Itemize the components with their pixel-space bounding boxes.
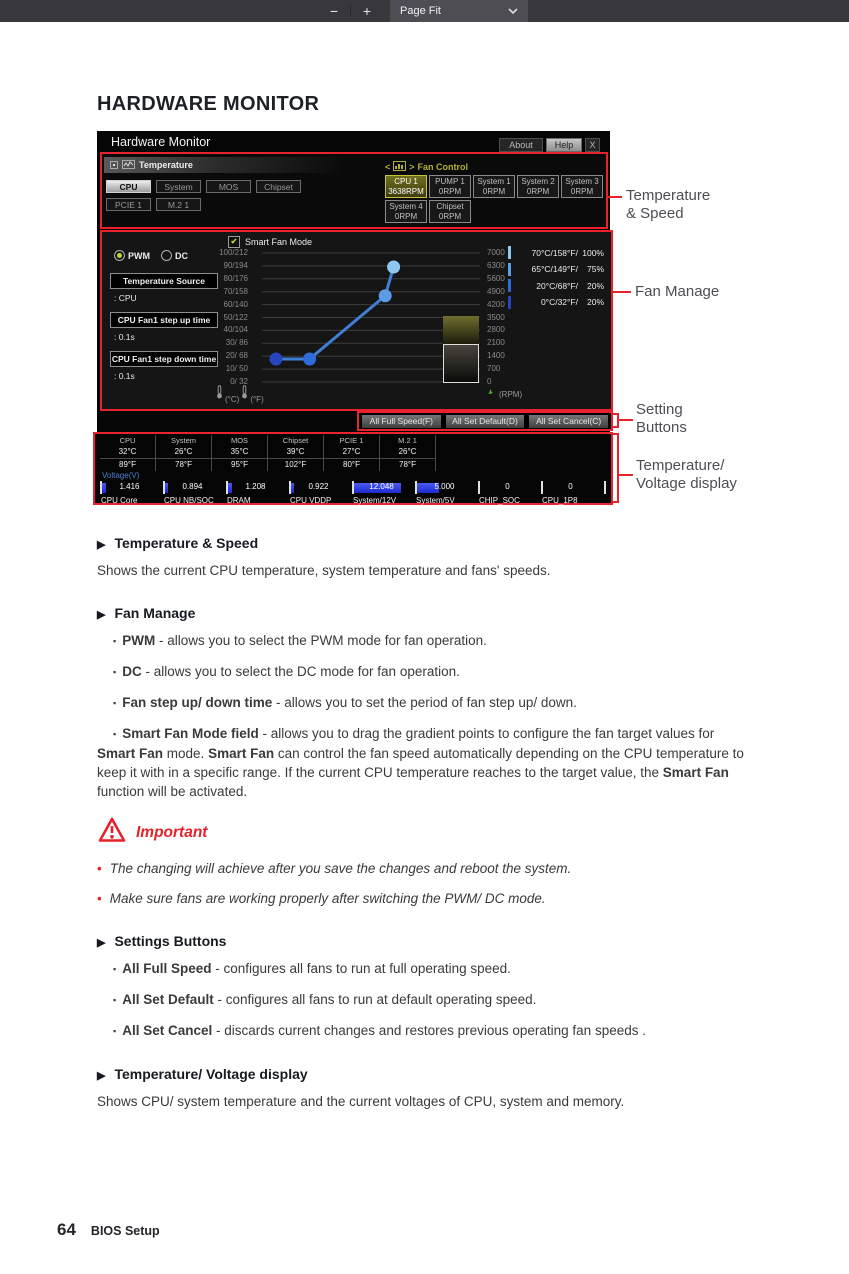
- legend-percent-value: 20%: [586, 280, 604, 291]
- bullet-square-icon: ▪: [113, 667, 117, 677]
- rpm-tick-label: 6300: [487, 260, 505, 270]
- temp-tick-label: 70/158: [223, 286, 248, 296]
- cpu-fan1-step-down-time-value: : 0.1s: [114, 371, 135, 381]
- temperature-readouts: [100, 435, 436, 471]
- thermometer-icon: [216, 385, 223, 404]
- legend-color-bar: [508, 246, 511, 259]
- radio-on-icon: [114, 250, 125, 261]
- legend-row: [508, 278, 604, 293]
- section-heading-temperature-speed: [97, 534, 745, 555]
- connector-line: [617, 433, 619, 503]
- rpm-tick-label: 4200: [487, 299, 505, 309]
- voltage-cell-system-12v: [352, 481, 415, 496]
- temp-tick-label: 30/ 86: [225, 338, 248, 348]
- rpm-bar-upper-segment: [443, 316, 479, 344]
- fan-rpm: 0RPM: [394, 211, 418, 221]
- voltage-value: 1.208: [245, 482, 266, 491]
- chevron-down-icon: [508, 8, 518, 14]
- rpm-tick-label: 2800: [487, 325, 505, 335]
- fan-control-label: Fan Control: [417, 162, 469, 172]
- legend-temp-label: 70°C/158°F/: [531, 247, 578, 258]
- window-box-icon: [110, 156, 118, 174]
- section-heading-settings-buttons: [97, 932, 745, 953]
- bullet-square-icon: ▪: [113, 729, 117, 739]
- annotation-temperature-speed: [626, 187, 710, 223]
- temp-fahrenheit-value: 89°F: [100, 458, 155, 471]
- fan-manage-section: [100, 230, 613, 411]
- rpm-tick-label: 1400: [487, 351, 505, 361]
- voltage-value: 0: [568, 482, 573, 491]
- voltage-value: 1.416: [119, 482, 140, 491]
- voltage-name: CPU Core: [101, 496, 138, 505]
- about-button[interactable]: About: [499, 138, 543, 152]
- footer-label: BIOS Setup: [90, 1224, 160, 1238]
- cpu-fan1-step-up-time-button[interactable]: CPU Fan1 step up time: [110, 312, 218, 328]
- thermometer-icon: [241, 385, 248, 404]
- next-arrow[interactable]: >: [409, 162, 415, 172]
- temp-cell-system: [156, 435, 212, 471]
- fan-name: System 3: [565, 177, 599, 186]
- temp-tick-label: 100/212: [219, 248, 248, 257]
- section-heading-text: Fan Manage: [114, 605, 196, 621]
- temp-cell-name: PCIE 1: [339, 436, 364, 445]
- rpm-tick-label: 0: [487, 377, 492, 386]
- temperature-speed-section: [100, 152, 608, 229]
- fan-rpm: 0RPM: [482, 186, 506, 196]
- rpm-tick-label: 3500: [487, 312, 505, 322]
- legend-color-bar: [508, 263, 511, 276]
- fan-chart-icon: [393, 161, 406, 173]
- legend-temp-label: 65°C/149°F/: [531, 264, 578, 274]
- bullet-square-icon: ▪: [113, 1026, 117, 1036]
- current-rpm-bar: [443, 316, 479, 383]
- temp-tick-label: 80/176: [223, 273, 248, 283]
- fan-name: CPU 1: [394, 177, 418, 186]
- temp-tab-system[interactable]: System: [156, 180, 201, 193]
- fan-button-system-3[interactable]: [561, 175, 603, 198]
- page-number: 64: [57, 1220, 76, 1239]
- bullet-square-icon: ▪: [113, 636, 117, 646]
- voltage-name: System/5V: [416, 496, 455, 505]
- rpm-tick-label: 2100: [487, 338, 505, 348]
- voltage-name: CHIP_SOC: [479, 496, 520, 505]
- bullet-paragraph: ▪ Fan step up/ down time - allows you to set the period of fan step up/ down.: [113, 695, 577, 710]
- temp-celsius-value: 26°C: [174, 447, 193, 456]
- fan-icon: [485, 385, 496, 403]
- section-heading-fan-manage: [97, 604, 745, 625]
- smart-fan-graph: [214, 232, 612, 413]
- section-heading-text: Temperature & Speed: [114, 535, 259, 551]
- heading-triangle-icon: ▶: [97, 539, 106, 551]
- temp-cell-chipset: [268, 435, 324, 471]
- fan-button-system-1[interactable]: [473, 175, 515, 198]
- annotation-line: Buttons: [636, 419, 687, 436]
- voltage-value: 0.894: [182, 482, 203, 491]
- annotation-line: Setting: [636, 401, 683, 418]
- voltage-names: [100, 496, 604, 505]
- temp-fahrenheit-value: 102°F: [268, 458, 323, 471]
- checkbox-checked-icon: ✔: [228, 236, 240, 248]
- voltage-cell-cpu-vddp: [289, 481, 352, 496]
- temp-fahrenheit-value: 78°F: [380, 458, 435, 471]
- fan-curve-point[interactable]: [303, 353, 316, 366]
- pwm-radio[interactable]: [114, 250, 150, 261]
- bullet-paragraph: ▪ All Full Speed - configures all fans to run at full operating speed.: [113, 961, 511, 976]
- all-full-speed-f-button[interactable]: All Full Speed(F): [362, 415, 441, 428]
- important-heading: [97, 816, 745, 849]
- legend-percent-value: 20%: [586, 297, 604, 307]
- temperature-source-button[interactable]: Temperature Source: [110, 273, 218, 289]
- temp-fahrenheit-value: 78°F: [156, 458, 211, 471]
- fan-curve-point[interactable]: [379, 289, 392, 302]
- fan-button-system-2[interactable]: [517, 175, 559, 198]
- annotation-line: & Speed: [626, 205, 684, 222]
- bullet-paragraph: ▪ DC - allows you to select the DC mode for fan operation.: [113, 664, 460, 679]
- rpm-tick-label: 700: [487, 364, 501, 374]
- temp-tick-label: 10/ 50: [225, 364, 248, 374]
- section-heading-temperature-voltage-display: [97, 1065, 745, 1086]
- annotation-setting-buttons: [636, 401, 687, 437]
- voltage-name: DRAM: [227, 496, 251, 505]
- voltage-value: 0.922: [308, 482, 329, 491]
- page-fit-label: Page Fit: [400, 5, 441, 17]
- voltage-cell-cpu-nb-soc: [163, 481, 226, 496]
- annotation-temperature-voltage: [636, 457, 737, 493]
- temp-cell-name: M.2 1: [398, 436, 417, 445]
- voltage-bars: [100, 481, 606, 496]
- rpm-bar-lower-segment: [443, 344, 479, 383]
- temp-cell-name: Chipset: [282, 436, 309, 445]
- connector-line: [619, 474, 633, 476]
- voltage-value: 5.000: [434, 482, 455, 491]
- heading-triangle-icon: ▶: [97, 609, 106, 621]
- temp-tab-pcie-1[interactable]: PCIE 1: [106, 198, 151, 211]
- voltage-label: Voltage(V): [102, 471, 140, 480]
- annotation-line: Temperature/: [636, 457, 725, 474]
- temp-fahrenheit-value: 80°F: [324, 458, 379, 471]
- zoom-in-button[interactable]: +: [362, 3, 372, 19]
- temp-tick-label: 40/104: [223, 325, 248, 335]
- temp-celsius-value: 27°C: [342, 447, 361, 456]
- bullet-dot: •: [97, 891, 102, 906]
- temp-tab-chipset[interactable]: Chipset: [256, 180, 301, 193]
- temp-cell-cpu: [100, 435, 156, 471]
- annotation-line: Voltage display: [636, 475, 737, 492]
- temp-tick-label: 20/ 68: [225, 351, 248, 361]
- heading-triangle-icon: ▶: [97, 937, 106, 949]
- fan-curve-point[interactable]: [387, 261, 400, 274]
- temp-fahrenheit-value: 95°F: [212, 458, 267, 471]
- voltage-tick: [604, 481, 606, 494]
- warning-icon: [97, 816, 127, 849]
- fan-rpm: 3638RPM: [388, 186, 424, 196]
- prev-arrow[interactable]: <: [385, 162, 391, 172]
- temp-tick-label: 0/ 32: [230, 377, 248, 386]
- bullet-paragraph: ▪ PWM - allows you to select the PWM mode for fan operation.: [113, 633, 487, 648]
- x-axis-units: [216, 385, 264, 404]
- body-paragraph: Shows CPU/ system temperature and the current voltages of CPU, system and memory.: [97, 1094, 625, 1109]
- temp-cell-m-2-1: [380, 435, 436, 471]
- legend-temp-label: 20°C/68°F/: [536, 280, 578, 291]
- section-heading-text: Settings Buttons: [114, 933, 227, 949]
- legend-color-bar: [508, 296, 511, 309]
- rpm-tick-label: 4900: [487, 286, 505, 296]
- voltage-name: System/12V: [353, 496, 397, 505]
- legend-temp-label: 0°C/32°F/: [540, 297, 578, 307]
- fahrenheit-unit-label: (°F): [250, 395, 264, 404]
- fan-name: System 2: [521, 177, 555, 186]
- page-fit-dropdown[interactable]: [390, 0, 528, 22]
- section-heading-text: Temperature/ Voltage display: [114, 1066, 308, 1082]
- temp-celsius-value: 26°C: [398, 447, 417, 456]
- voltage-cell-system-5v: [415, 481, 478, 496]
- dc-radio-label: DC: [175, 250, 188, 261]
- radio-off-icon: [161, 250, 172, 261]
- bullet-paragraph: ▪ All Set Default - configures all fans to run at default operating speed.: [113, 992, 537, 1007]
- temperature-panel-label: Temperature: [139, 160, 193, 170]
- temp-cell-name: CPU: [119, 436, 136, 445]
- fan-rpm: 0RPM: [438, 211, 462, 221]
- cpu-fan1-step-up-time-value: : 0.1s: [114, 332, 135, 342]
- fan-name: Chipset: [436, 202, 464, 211]
- temperature-graph-icon: [122, 156, 135, 174]
- y-axis-unit: [485, 385, 522, 403]
- temp-tab-m-2-1[interactable]: M.2 1: [156, 198, 201, 211]
- temp-tick-label: 90/194: [223, 260, 248, 270]
- page-footer: [57, 1220, 160, 1240]
- fan-rpm: 0RPM: [526, 186, 550, 196]
- voltage-name: CPU NB/SOC: [164, 496, 214, 505]
- fan-control-header: [385, 161, 468, 173]
- annotation-line: Fan Manage: [635, 283, 720, 300]
- voltage-value: 12.048: [369, 482, 394, 491]
- temp-celsius-value: 39°C: [286, 447, 305, 456]
- body-paragraph: Shows the current CPU temperature, system temperature and fans' speeds.: [97, 563, 551, 578]
- temp-tick-label: 60/140: [223, 299, 248, 309]
- important-bullet: • The changing will achieve after you save the changes and reboot the system.: [97, 861, 572, 876]
- connector-line: [613, 291, 631, 293]
- legend-percent-value: 100%: [582, 247, 604, 258]
- fan-button-chipset[interactable]: [429, 200, 471, 223]
- all-set-default-d-button[interactable]: All Set Default(D): [446, 415, 525, 428]
- fan-buttons: [385, 175, 611, 225]
- smart-fan-mode-checkbox[interactable]: [228, 236, 312, 248]
- connector-line: [619, 419, 633, 421]
- voltage-name: CPU VDDP: [290, 496, 332, 505]
- heading-triangle-icon: ▶: [97, 1070, 106, 1082]
- setting-buttons-section: [357, 411, 613, 431]
- celsius-unit-label: (°C): [225, 395, 240, 404]
- annotation-fan-manage: [635, 283, 719, 301]
- fan-fields: [110, 273, 218, 390]
- page-title: HARDWARE MONITOR: [97, 93, 320, 115]
- temperature-panel-header: [104, 157, 386, 173]
- voltage-value: 0: [505, 482, 510, 491]
- temperature-voltage-section: [93, 432, 613, 505]
- help-button[interactable]: Help: [546, 138, 582, 152]
- legend-row: [508, 262, 604, 277]
- important-bullet: • Make sure fans are working properly after switching the PWM/ DC mode.: [97, 891, 546, 906]
- voltage-cell-cpu-1p8: [541, 481, 604, 496]
- voltage-name: CPU_1P8: [542, 496, 578, 505]
- temp-cell-mos: [212, 435, 268, 471]
- rpm-tick-label: 5600: [487, 273, 505, 283]
- voltage-row-end: [604, 481, 606, 496]
- zoom-out-button[interactable]: −: [329, 3, 339, 19]
- document-body: [97, 534, 745, 1117]
- voltage-cell-dram: [226, 481, 289, 496]
- viewer-toolbar: [0, 0, 849, 22]
- temp-tab-cpu[interactable]: CPU: [106, 180, 151, 193]
- important-label: Important: [136, 824, 208, 841]
- cpu-fan1-step-down-time-button[interactable]: CPU Fan1 step down time: [110, 351, 218, 367]
- bios-window-title: Hardware Monitor: [111, 135, 211, 149]
- close-button[interactable]: X: [585, 138, 600, 152]
- temp-cell-pcie-1: [324, 435, 380, 471]
- bullet-paragraph: ▪ All Set Cancel - discards current changes and restores previous operating fan speeds .: [113, 1023, 646, 1038]
- fan-rpm: 0RPM: [570, 186, 594, 196]
- voltage-cell-cpu-core: [100, 481, 163, 496]
- bullet-square-icon: ▪: [113, 964, 117, 974]
- voltage-cell-chip-soc: [478, 481, 541, 496]
- rpm-tick-label: 7000: [487, 248, 505, 257]
- fan-mode-radios: [114, 250, 188, 261]
- fan-name: PUMP 1: [435, 177, 465, 186]
- temp-cell-name: System: [170, 436, 196, 445]
- smart-fan-mode-label: Smart Fan Mode: [245, 237, 313, 247]
- temp-celsius-value: 35°C: [230, 447, 249, 456]
- bullet-dot: •: [97, 861, 102, 876]
- temperature-tabs: [106, 180, 318, 216]
- legend-percent-value: 75%: [586, 264, 604, 274]
- temp-celsius-value: 32°C: [118, 447, 137, 456]
- legend-color-bar: [508, 279, 511, 292]
- bullet-square-icon: ▪: [113, 698, 117, 708]
- annotation-line: Temperature: [626, 187, 711, 204]
- bullet-square-icon: ▪: [113, 995, 117, 1005]
- fan-button-cpu-1[interactable]: [385, 175, 427, 198]
- connector-line: [608, 196, 622, 198]
- temp-tab-mos[interactable]: MOS: [206, 180, 251, 193]
- temperature-source-value: : CPU: [114, 293, 137, 303]
- toolbar-divider: [350, 5, 351, 17]
- fan-curve-point[interactable]: [270, 353, 283, 366]
- fan-button-pump-1[interactable]: [429, 175, 471, 198]
- pwm-radio-label: PWM: [128, 250, 150, 261]
- legend-row: [508, 295, 604, 310]
- fan-name: System 4: [389, 202, 423, 211]
- rpm-unit-label: (RPM): [499, 389, 523, 399]
- fan-name: System 1: [477, 177, 511, 186]
- dc-radio[interactable]: [161, 250, 188, 261]
- fan-rpm: 0RPM: [438, 186, 462, 196]
- all-set-cancel-c-button[interactable]: All Set Cancel(C): [529, 415, 608, 428]
- bullet-paragraph: ▪ Smart Fan Mode field - allows you to drag the gradient points to configure the fan target values for Smart Fan mode. Smart Fan can control the fan speed automatically depending on the CPU temperature to keep it with in a specific range. If the current CPU temperature reaches to the target value, the Smart Fan function will be activated.: [97, 726, 744, 799]
- legend-row: [508, 245, 604, 260]
- temp-tick-label: 50/122: [223, 312, 248, 322]
- temp-cell-name: MOS: [230, 436, 249, 445]
- fan-button-system-4[interactable]: [385, 200, 427, 223]
